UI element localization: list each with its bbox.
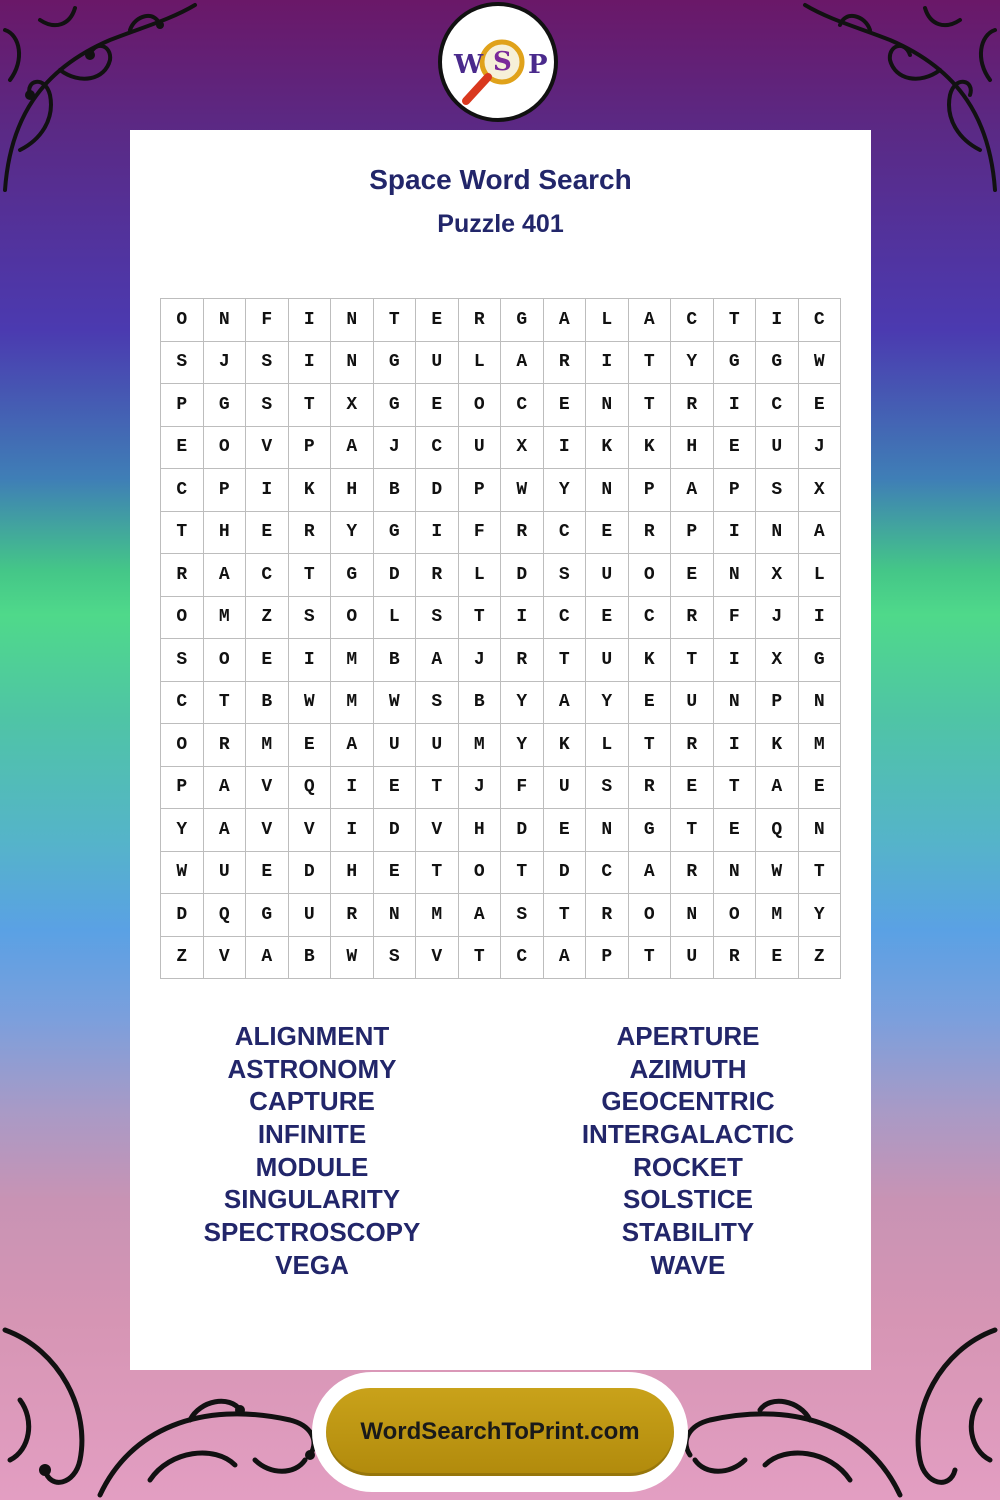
grid-cell: A xyxy=(629,299,672,342)
grid-cell: A xyxy=(544,682,587,725)
grid-cell: P xyxy=(204,469,247,512)
grid-cell: Y xyxy=(586,682,629,725)
grid-cell: A xyxy=(671,469,714,512)
grid-cell: T xyxy=(416,767,459,810)
grid-cell: A xyxy=(246,937,289,980)
grid-cell: I xyxy=(416,512,459,555)
grid-cell: J xyxy=(204,342,247,385)
grid-cell: J xyxy=(756,597,799,640)
grid-cell: A xyxy=(544,937,587,980)
grid-cell: V xyxy=(289,809,332,852)
grid-cell: T xyxy=(289,384,332,427)
grid-cell: G xyxy=(204,384,247,427)
grid-cell: H xyxy=(204,512,247,555)
grid-cell: M xyxy=(246,724,289,767)
grid-cell: G xyxy=(501,299,544,342)
grid-cell: A xyxy=(756,767,799,810)
grid-cell: U xyxy=(671,937,714,980)
grid-cell: Y xyxy=(331,512,374,555)
grid-cell: A xyxy=(204,767,247,810)
grid-cell: D xyxy=(374,554,417,597)
grid-cell: R xyxy=(586,894,629,937)
grid-cell: E xyxy=(586,597,629,640)
grid-cell: Z xyxy=(161,937,204,980)
grid-cell: E xyxy=(374,852,417,895)
grid-cell: T xyxy=(714,767,757,810)
logo-letter-w: W xyxy=(454,50,484,80)
grid-cell: W xyxy=(289,682,332,725)
grid-cell: I xyxy=(331,767,374,810)
grid-cell: S xyxy=(246,342,289,385)
grid-cell: Q xyxy=(289,767,332,810)
grid-cell: M xyxy=(416,894,459,937)
grid-cell: M xyxy=(756,894,799,937)
grid-cell: F xyxy=(459,512,502,555)
grid-cell: A xyxy=(459,894,502,937)
grid-cell: I xyxy=(544,427,587,470)
word-list-right xyxy=(528,1020,848,1282)
grid-cell: R xyxy=(161,554,204,597)
grid-cell: R xyxy=(671,852,714,895)
page-title: Space Word Search xyxy=(369,164,632,195)
grid-cell: I xyxy=(714,512,757,555)
grid-cell: I xyxy=(331,809,374,852)
grid-cell: R xyxy=(459,299,502,342)
grid-cell: A xyxy=(204,554,247,597)
grid-cell: O xyxy=(204,427,247,470)
grid-cell: D xyxy=(501,554,544,597)
grid-cell: N xyxy=(756,512,799,555)
grid-cell: P xyxy=(714,469,757,512)
grid-cell: D xyxy=(289,852,332,895)
grid-cell: N xyxy=(331,342,374,385)
grid-cell: T xyxy=(799,852,842,895)
grid-cell: N xyxy=(714,554,757,597)
grid-cell: E xyxy=(799,384,842,427)
grid-cell: F xyxy=(246,299,289,342)
grid-cell: K xyxy=(289,469,332,512)
grid-cell: S xyxy=(586,767,629,810)
grid-cell: I xyxy=(586,342,629,385)
grid-cell: T xyxy=(416,852,459,895)
grid-cell: L xyxy=(459,554,502,597)
grid-cell: K xyxy=(629,639,672,682)
grid-cell: M xyxy=(204,597,247,640)
grid-cell: E xyxy=(586,512,629,555)
word-list-item: WAVE xyxy=(650,1249,726,1280)
grid-cell: X xyxy=(799,469,842,512)
grid-cell: S xyxy=(161,342,204,385)
grid-cell: A xyxy=(501,342,544,385)
grid-cell: R xyxy=(501,639,544,682)
grid-cell: U xyxy=(544,767,587,810)
grid-cell: Y xyxy=(671,342,714,385)
word-list-item: SOLSTICE xyxy=(622,1184,753,1215)
grid-cell: E xyxy=(246,512,289,555)
grid-cell: S xyxy=(501,894,544,937)
grid-cell: U xyxy=(416,342,459,385)
grid-cell: Y xyxy=(161,809,204,852)
grid-cell: C xyxy=(671,299,714,342)
grid-cell: Y xyxy=(501,682,544,725)
grid-cell: P xyxy=(459,469,502,512)
grid-cell: I xyxy=(289,299,332,342)
grid-cell: N xyxy=(374,894,417,937)
grid-cell: V xyxy=(416,937,459,980)
grid-cell: E xyxy=(671,767,714,810)
grid-cell: X xyxy=(331,384,374,427)
word-list-left xyxy=(152,1020,472,1282)
grid-cell: C xyxy=(544,597,587,640)
grid-cell: V xyxy=(204,937,247,980)
grid-cell: C xyxy=(629,597,672,640)
grid-cell: I xyxy=(714,384,757,427)
logo-letter-s: S xyxy=(493,47,512,77)
grid-cell: G xyxy=(246,894,289,937)
grid-cell: S xyxy=(416,597,459,640)
grid-cell: N xyxy=(799,682,842,725)
grid-cell: E xyxy=(756,937,799,980)
grid-cell: T xyxy=(161,512,204,555)
grid-cell: Y xyxy=(501,724,544,767)
grid-cell: T xyxy=(204,682,247,725)
grid-cell: L xyxy=(586,299,629,342)
grid-cell: F xyxy=(501,767,544,810)
word-list-item: VEGA xyxy=(275,1249,349,1280)
grid-cell: R xyxy=(629,767,672,810)
grid-cell: R xyxy=(416,554,459,597)
grid-cell: A xyxy=(629,852,672,895)
grid-cell: T xyxy=(629,384,672,427)
grid-cell: U xyxy=(204,852,247,895)
grid-cell: I xyxy=(714,639,757,682)
grid-cell: U xyxy=(586,639,629,682)
grid-cell: O xyxy=(714,894,757,937)
grid-cell: T xyxy=(671,809,714,852)
grid-cell: O xyxy=(204,639,247,682)
grid-cell: E xyxy=(799,767,842,810)
grid-cell: C xyxy=(756,384,799,427)
grid-cell: P xyxy=(586,937,629,980)
grid-cell: U xyxy=(586,554,629,597)
grid-cell: C xyxy=(161,469,204,512)
grid-cell: U xyxy=(459,427,502,470)
grid-cell: Y xyxy=(799,894,842,937)
puzzle-number: Puzzle 401 xyxy=(437,210,564,238)
grid-cell: T xyxy=(459,937,502,980)
grid-cell: G xyxy=(374,384,417,427)
grid-cell: E xyxy=(629,682,672,725)
grid-cell: P xyxy=(756,682,799,725)
grid-cell: S xyxy=(246,384,289,427)
grid-cell: G xyxy=(799,639,842,682)
grid-cell: D xyxy=(416,469,459,512)
grid-cell: Z xyxy=(799,937,842,980)
grid-cell: B xyxy=(459,682,502,725)
grid-cell: W xyxy=(374,682,417,725)
grid-cell: O xyxy=(459,852,502,895)
grid-cell: O xyxy=(629,894,672,937)
word-list-item: AZIMUTH xyxy=(629,1053,747,1084)
grid-cell: H xyxy=(459,809,502,852)
grid-cell: I xyxy=(501,597,544,640)
grid-cell: U xyxy=(374,724,417,767)
grid-cell: E xyxy=(544,384,587,427)
grid-cell: R xyxy=(289,512,332,555)
grid-cell: W xyxy=(331,937,374,980)
grid-cell: J xyxy=(459,639,502,682)
grid-cell: T xyxy=(544,639,587,682)
grid-cell: E xyxy=(161,427,204,470)
grid-cell: R xyxy=(671,384,714,427)
grid-cell: M xyxy=(331,682,374,725)
grid-cell: W xyxy=(756,852,799,895)
grid-cell: E xyxy=(374,767,417,810)
grid-cell: B xyxy=(374,639,417,682)
grid-cell: E xyxy=(671,554,714,597)
grid-cell: D xyxy=(501,809,544,852)
word-list-item: GEOCENTRIC xyxy=(601,1086,775,1117)
grid-cell: C xyxy=(501,384,544,427)
grid-cell: C xyxy=(799,299,842,342)
grid-cell: E xyxy=(416,384,459,427)
grid-cell: E xyxy=(714,427,757,470)
grid-cell: H xyxy=(671,427,714,470)
grid-cell: G xyxy=(714,342,757,385)
grid-cell: I xyxy=(799,597,842,640)
grid-cell: F xyxy=(714,597,757,640)
grid-cell: M xyxy=(459,724,502,767)
logo-letter-p: P xyxy=(528,50,548,80)
grid-cell: R xyxy=(544,342,587,385)
grid-cell: I xyxy=(289,639,332,682)
grid-cell: V xyxy=(246,767,289,810)
grid-cell: O xyxy=(459,384,502,427)
grid-cell: K xyxy=(756,724,799,767)
grid-cell: N xyxy=(714,682,757,725)
word-list-item: ALIGNMENT xyxy=(234,1021,390,1051)
grid-cell: K xyxy=(629,427,672,470)
grid-cell: S xyxy=(374,937,417,980)
grid-cell: V xyxy=(246,427,289,470)
word-list-item: CAPTURE xyxy=(249,1086,375,1117)
grid-cell: N xyxy=(204,299,247,342)
word-list-item: MODULE xyxy=(255,1151,369,1182)
grid-cell: G xyxy=(756,342,799,385)
grid-cell: J xyxy=(799,427,842,470)
grid-cell: O xyxy=(161,597,204,640)
grid-cell: M xyxy=(799,724,842,767)
grid-cell: K xyxy=(586,427,629,470)
grid-cell: P xyxy=(161,767,204,810)
grid-cell: I xyxy=(289,342,332,385)
word-list-item: STABILITY xyxy=(621,1217,755,1248)
grid-cell: T xyxy=(629,724,672,767)
grid-cell: H xyxy=(331,852,374,895)
grid-cell: U xyxy=(416,724,459,767)
grid-cell: D xyxy=(374,809,417,852)
grid-cell: N xyxy=(331,299,374,342)
grid-cell: R xyxy=(671,597,714,640)
grid-cell: E xyxy=(246,639,289,682)
grid-cell: L xyxy=(374,597,417,640)
grid-cell: I xyxy=(246,469,289,512)
grid-cell: X xyxy=(501,427,544,470)
grid-cell: N xyxy=(671,894,714,937)
grid-cell: O xyxy=(331,597,374,640)
grid-cell: R xyxy=(501,512,544,555)
grid-cell: U xyxy=(671,682,714,725)
grid-cell: P xyxy=(289,427,332,470)
grid-cell: G xyxy=(629,809,672,852)
puzzle-panel xyxy=(130,130,871,1370)
grid-cell: E xyxy=(246,852,289,895)
grid-cell: C xyxy=(246,554,289,597)
grid-cell: U xyxy=(289,894,332,937)
grid-cell: L xyxy=(799,554,842,597)
grid-cell: W xyxy=(799,342,842,385)
grid-cell: N xyxy=(586,469,629,512)
word-list-item: SINGULARITY xyxy=(223,1184,401,1215)
grid-cell: I xyxy=(756,299,799,342)
word-list-item: ROCKET xyxy=(633,1151,743,1182)
grid-cell: Q xyxy=(756,809,799,852)
grid-cell: B xyxy=(374,469,417,512)
word-list-item: INFINITE xyxy=(257,1119,367,1150)
grid-cell: T xyxy=(714,299,757,342)
grid-cell: T xyxy=(374,299,417,342)
grid-cell: H xyxy=(331,469,374,512)
grid-cell: G xyxy=(374,512,417,555)
grid-cell: R xyxy=(629,512,672,555)
grid-cell: C xyxy=(501,937,544,980)
grid-cell: L xyxy=(586,724,629,767)
grid-cell: T xyxy=(671,639,714,682)
grid-cell: J xyxy=(459,767,502,810)
grid-cell: D xyxy=(544,852,587,895)
grid-cell: R xyxy=(671,724,714,767)
grid-cell: X xyxy=(756,554,799,597)
word-list-item: SPECTROSCOPY xyxy=(203,1217,421,1248)
grid-cell: N xyxy=(799,809,842,852)
grid-cell: J xyxy=(374,427,417,470)
grid-cell: R xyxy=(714,937,757,980)
grid-cell: S xyxy=(161,639,204,682)
grid-cell: A xyxy=(416,639,459,682)
grid-cell: T xyxy=(629,342,672,385)
grid-cell: W xyxy=(501,469,544,512)
grid-cell: S xyxy=(544,554,587,597)
grid-cell: T xyxy=(459,597,502,640)
letter-grid xyxy=(160,298,841,979)
grid-cell: I xyxy=(714,724,757,767)
grid-cell: L xyxy=(459,342,502,385)
grid-cell: S xyxy=(416,682,459,725)
grid-cell: G xyxy=(374,342,417,385)
grid-cell: C xyxy=(416,427,459,470)
grid-cell: M xyxy=(331,639,374,682)
grid-cell: E xyxy=(416,299,459,342)
grid-cell: V xyxy=(246,809,289,852)
grid-cell: Z xyxy=(246,597,289,640)
grid-cell: N xyxy=(714,852,757,895)
website-link-button[interactable]: WordSearchToPrint.com xyxy=(326,1388,674,1476)
grid-cell: A xyxy=(799,512,842,555)
grid-cell: C xyxy=(586,852,629,895)
grid-cell: O xyxy=(161,724,204,767)
grid-cell: P xyxy=(629,469,672,512)
grid-cell: V xyxy=(416,809,459,852)
wsp-logo xyxy=(438,2,558,122)
grid-cell: E xyxy=(544,809,587,852)
grid-cell: A xyxy=(331,427,374,470)
grid-cell: E xyxy=(289,724,332,767)
grid-cell: P xyxy=(671,512,714,555)
grid-cell: C xyxy=(544,512,587,555)
grid-cell: A xyxy=(204,809,247,852)
grid-cell: K xyxy=(544,724,587,767)
grid-cell: P xyxy=(161,384,204,427)
grid-cell: Q xyxy=(204,894,247,937)
grid-cell: T xyxy=(544,894,587,937)
grid-cell: Y xyxy=(544,469,587,512)
grid-cell: A xyxy=(544,299,587,342)
grid-cell: N xyxy=(586,809,629,852)
grid-cell: D xyxy=(161,894,204,937)
grid-cell: C xyxy=(161,682,204,725)
grid-cell: A xyxy=(331,724,374,767)
grid-cell: O xyxy=(629,554,672,597)
grid-cell: R xyxy=(204,724,247,767)
grid-cell: T xyxy=(501,852,544,895)
grid-cell: B xyxy=(289,937,332,980)
grid-cell: X xyxy=(756,639,799,682)
grid-cell: W xyxy=(161,852,204,895)
grid-cell: R xyxy=(331,894,374,937)
word-list-item: APERTURE xyxy=(616,1021,760,1051)
grid-cell: T xyxy=(629,937,672,980)
word-list-item: INTERGALACTIC xyxy=(581,1119,795,1150)
grid-cell: G xyxy=(331,554,374,597)
grid-cell: E xyxy=(714,809,757,852)
grid-cell: N xyxy=(586,384,629,427)
word-list-item: ASTRONOMY xyxy=(227,1053,397,1084)
grid-cell: U xyxy=(756,427,799,470)
grid-cell: T xyxy=(289,554,332,597)
grid-cell: S xyxy=(756,469,799,512)
grid-cell: B xyxy=(246,682,289,725)
grid-cell: O xyxy=(161,299,204,342)
grid-cell: S xyxy=(289,597,332,640)
